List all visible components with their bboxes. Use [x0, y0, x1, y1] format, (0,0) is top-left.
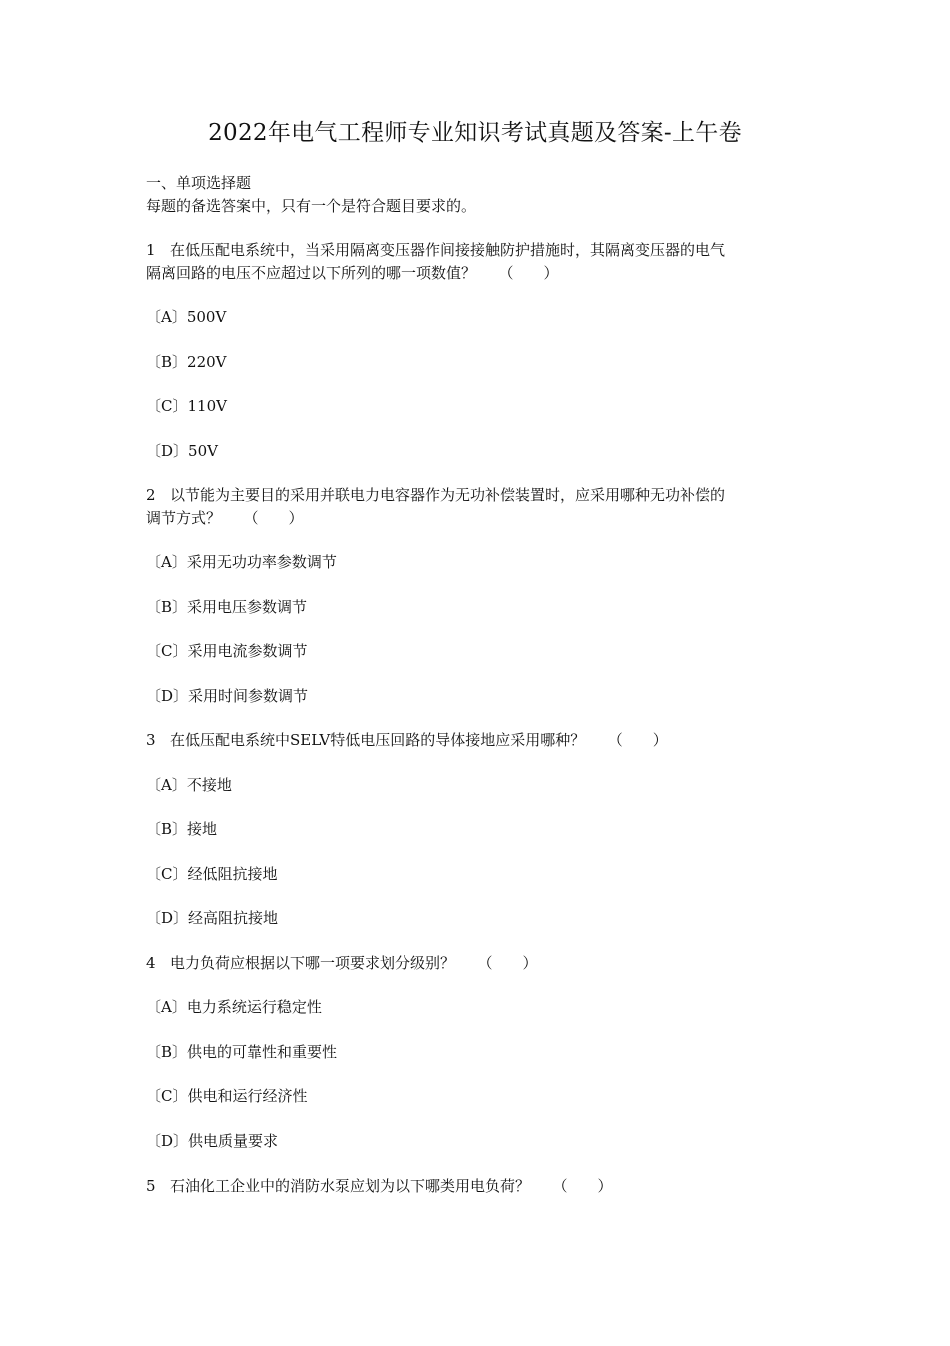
question-2-option-b: 〔B〕采用电压参数调节	[146, 598, 308, 616]
question-1-option-a: 〔A〕500V	[146, 308, 227, 326]
question-number: 4	[146, 954, 156, 972]
question-text-line2: 隔离回路的电压不应超过以下所列的哪一项数值？ （ ）	[146, 264, 559, 282]
question-3-option-b: 〔B〕接地	[146, 820, 218, 838]
question-3-option-c: 〔C〕经低阻抗接地	[146, 865, 278, 883]
question-number: 1	[146, 241, 156, 259]
question-text-line1: 石油化工企业中的消防水泵应划为以下哪类用电负荷？ （ ）	[170, 1177, 613, 1195]
instruction-text: 每题的备选答案中，只有一个是符合题目要求的。	[146, 197, 477, 215]
section-heading: 一、单项选择题	[146, 174, 252, 192]
question-text-line1: 在低压配电系统中SELV特低电压回路的导体接地应采用哪种？ （ ）	[170, 731, 668, 749]
question-3-option-a: 〔A〕不接地	[146, 776, 232, 794]
question-4-option-a: 〔A〕电力系统运行稳定性	[146, 998, 322, 1016]
question-2-stem	[146, 484, 806, 506]
question-4-option-b: 〔B〕供电的可靠性和重要性	[146, 1043, 338, 1061]
question-text-line1: 电力负荷应根据以下哪一项要求划分级别？ （ ）	[170, 954, 538, 972]
document-title: 2022年电气工程师专业知识考试真题及答案-上午卷	[208, 120, 742, 146]
question-4-option-c: 〔C〕供电和运行经济性	[146, 1087, 308, 1105]
question-text-line1: 在低压配电系统中，当采用隔离变压器作间接接触防护措施时，其隔离变压器的电气	[170, 241, 726, 259]
question-3-stem	[146, 729, 806, 751]
question-1-option-d: 〔D〕50V	[146, 442, 218, 460]
question-number: 5	[146, 1177, 156, 1195]
question-3-option-d: 〔D〕经高阻抗接地	[146, 909, 279, 927]
question-1-option-c: 〔C〕110V	[146, 397, 227, 415]
question-1-stem	[146, 239, 806, 261]
question-2-option-d: 〔D〕采用时间参数调节	[146, 687, 309, 705]
question-4-stem	[146, 952, 806, 974]
question-number: 3	[146, 731, 156, 749]
question-number: 2	[146, 486, 156, 504]
question-text-line2: 调节方式？ （ ）	[146, 509, 304, 527]
question-2-option-c: 〔C〕采用电流参数调节	[146, 642, 308, 660]
question-text-line1: 以节能为主要目的采用并联电力电容器作为无功补偿装置时，应采用哪种无功补偿的	[170, 486, 726, 504]
question-2-option-a: 〔A〕采用无功功率参数调节	[146, 553, 337, 571]
question-1-option-b: 〔B〕220V	[146, 353, 227, 371]
question-5-stem	[146, 1175, 806, 1197]
question-4-option-d: 〔D〕供电质量要求	[146, 1132, 279, 1150]
